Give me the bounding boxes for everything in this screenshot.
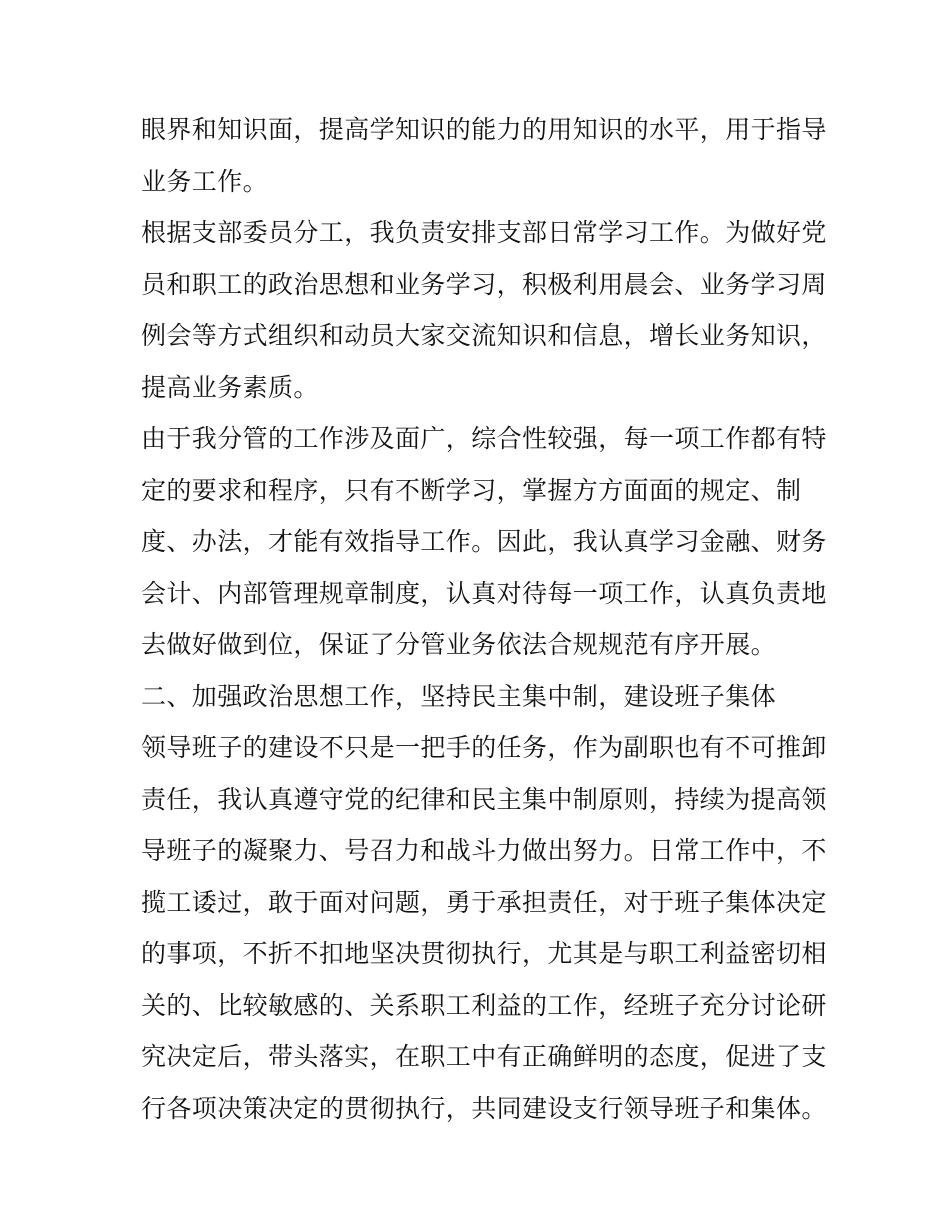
text-line: 由于我分管的工作涉及面广，综合性较强，每一项工作都有特 xyxy=(141,424,827,453)
text-line: 关的、比较敏感的、关系职工利益的工作，经班子充分讨论研 xyxy=(141,990,827,1020)
text-line: 会计、内部管理规章制度，认真对待每一项工作，认真负责地 xyxy=(141,578,827,608)
document-body xyxy=(141,104,827,1134)
section-heading: 二、加强政治思想工作，坚持民主集中制，建设班子集体 xyxy=(141,681,777,711)
text-line: 例会等方式组织和动员大家交流知识和信息，增长业务知识， xyxy=(141,321,827,350)
text-line: 度、办法，才能有效指导工作。因此，我认真学习金融、财务 xyxy=(141,527,827,556)
text-line: 揽工诿过，敢于面对问题，勇于承担责任，对于班子集体决定 xyxy=(141,887,827,917)
text-line: 眼界和知识面，提高学知识的能力的用知识的水平，用于指导 xyxy=(141,115,827,144)
text-line: 究决定后，带头落实，在职工中有正确鲜明的态度，促进了支 xyxy=(141,1042,827,1071)
text-line: 提高业务素质。 xyxy=(141,372,319,402)
text-line: 责任，我认真遵守党的纪律和民主集中制原则，持续为提高领 xyxy=(141,784,827,814)
text-line: 导班子的凝聚力、号召力和战斗力做出努力。日常工作中，不 xyxy=(141,836,827,865)
text-line: 去做好做到位，保证了分管业务依法合规规范有序开展。 xyxy=(141,630,777,659)
text-line: 的事项，不折不扣地坚决贯彻执行，尤其是与职工利益密切相 xyxy=(141,939,827,968)
text-line: 领导班子的建设不只是一把手的任务，作为副职也有不可推卸 xyxy=(141,733,827,762)
text-line: 根据支部委员分工，我负责安排支部日常学习工作。为做好党 xyxy=(141,218,827,247)
text-line: 定的要求和程序，只有不断学习，掌握方方面面的规定、制 xyxy=(141,475,802,505)
text-line: 业务工作。 xyxy=(141,166,269,196)
text-line: 行各项决策决定的贯彻执行，共同建设支行领导班子和集体。 xyxy=(141,1093,827,1123)
text-line: 员和职工的政治思想和业务学习，积极利用晨会、业务学习周 xyxy=(141,269,827,299)
